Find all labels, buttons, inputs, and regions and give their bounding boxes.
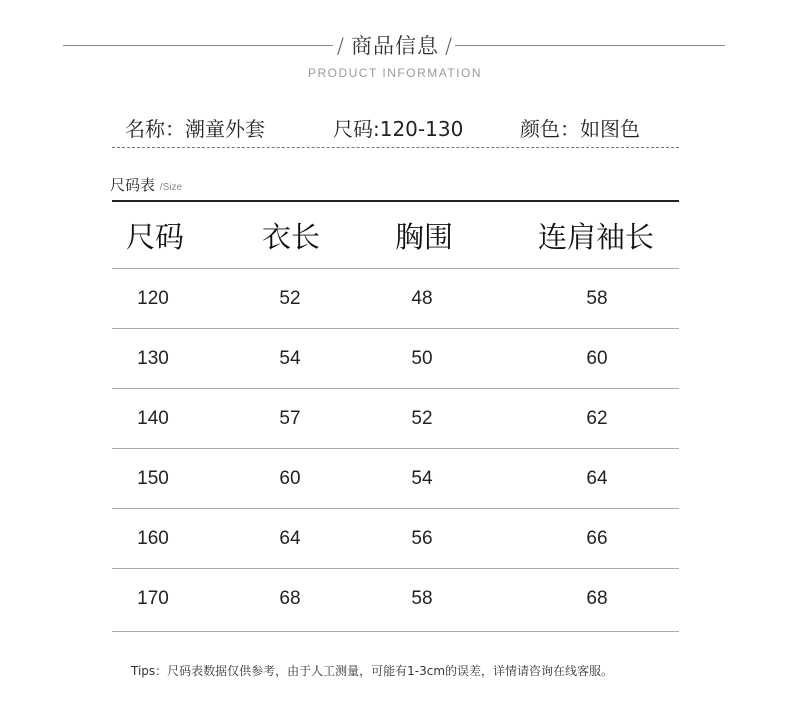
table-cell: 150 xyxy=(137,468,169,489)
table-cell: 62 xyxy=(586,408,608,429)
column-header-chest: 胸围 xyxy=(395,220,454,254)
table-row-divider xyxy=(112,631,679,632)
table-cell: 170 xyxy=(137,588,169,609)
table-row-divider xyxy=(112,448,679,449)
table-top-border xyxy=(112,200,679,202)
table-cell: 52 xyxy=(279,288,301,309)
table-cell: 60 xyxy=(279,468,301,489)
table-cell: 64 xyxy=(586,468,608,489)
table-cell: 54 xyxy=(411,468,433,489)
table-cell: 56 xyxy=(411,528,433,549)
table-row-divider xyxy=(112,508,679,509)
size-table-label xyxy=(110,174,182,195)
table-cell: 58 xyxy=(586,288,608,309)
title-slash-left: / xyxy=(336,34,345,58)
table-row-divider xyxy=(112,388,679,389)
title-slash-right: / xyxy=(445,34,454,58)
section-title-text: 商品信息 xyxy=(351,34,439,58)
table-cell: 48 xyxy=(411,288,433,309)
column-header-size: 尺码 xyxy=(126,220,185,254)
table-cell: 68 xyxy=(279,588,301,609)
table-cell: 120 xyxy=(137,288,169,309)
size-table-label-sub: /Size xyxy=(159,182,183,193)
table-cell: 57 xyxy=(279,408,301,429)
table-cell: 60 xyxy=(586,348,608,369)
table-cell: 64 xyxy=(279,528,301,549)
table-row-divider xyxy=(112,328,679,329)
section-subtitle: PRODUCT INFORMATION xyxy=(307,66,483,80)
table-cell: 54 xyxy=(279,348,301,369)
table-cell: 140 xyxy=(137,408,169,429)
table-row-divider xyxy=(112,268,679,269)
column-header-sleeve: 连肩袖长 xyxy=(538,220,655,254)
section-title xyxy=(0,30,790,60)
column-header-length: 衣长 xyxy=(262,220,321,254)
table-cell: 52 xyxy=(411,408,433,429)
table-cell: 58 xyxy=(411,588,433,609)
table-cell: 160 xyxy=(137,528,169,549)
product-name: 名称：潮童外套 xyxy=(125,117,265,141)
product-color: 颜色：如图色 xyxy=(520,117,640,141)
product-size-range: 尺码:120-130 xyxy=(333,117,464,141)
table-row-divider xyxy=(112,568,679,569)
dotted-divider xyxy=(112,147,679,148)
size-table-label-text: 尺码表 xyxy=(110,176,156,194)
table-cell: 68 xyxy=(586,588,608,609)
tips-note: Tips：尺码表数据仅供参考，由于人工测量，可能有1-3cm的误差，详情请咨询在线客服。 xyxy=(131,664,614,678)
table-cell: 50 xyxy=(411,348,433,369)
table-cell: 130 xyxy=(137,348,169,369)
table-cell: 66 xyxy=(586,528,608,549)
